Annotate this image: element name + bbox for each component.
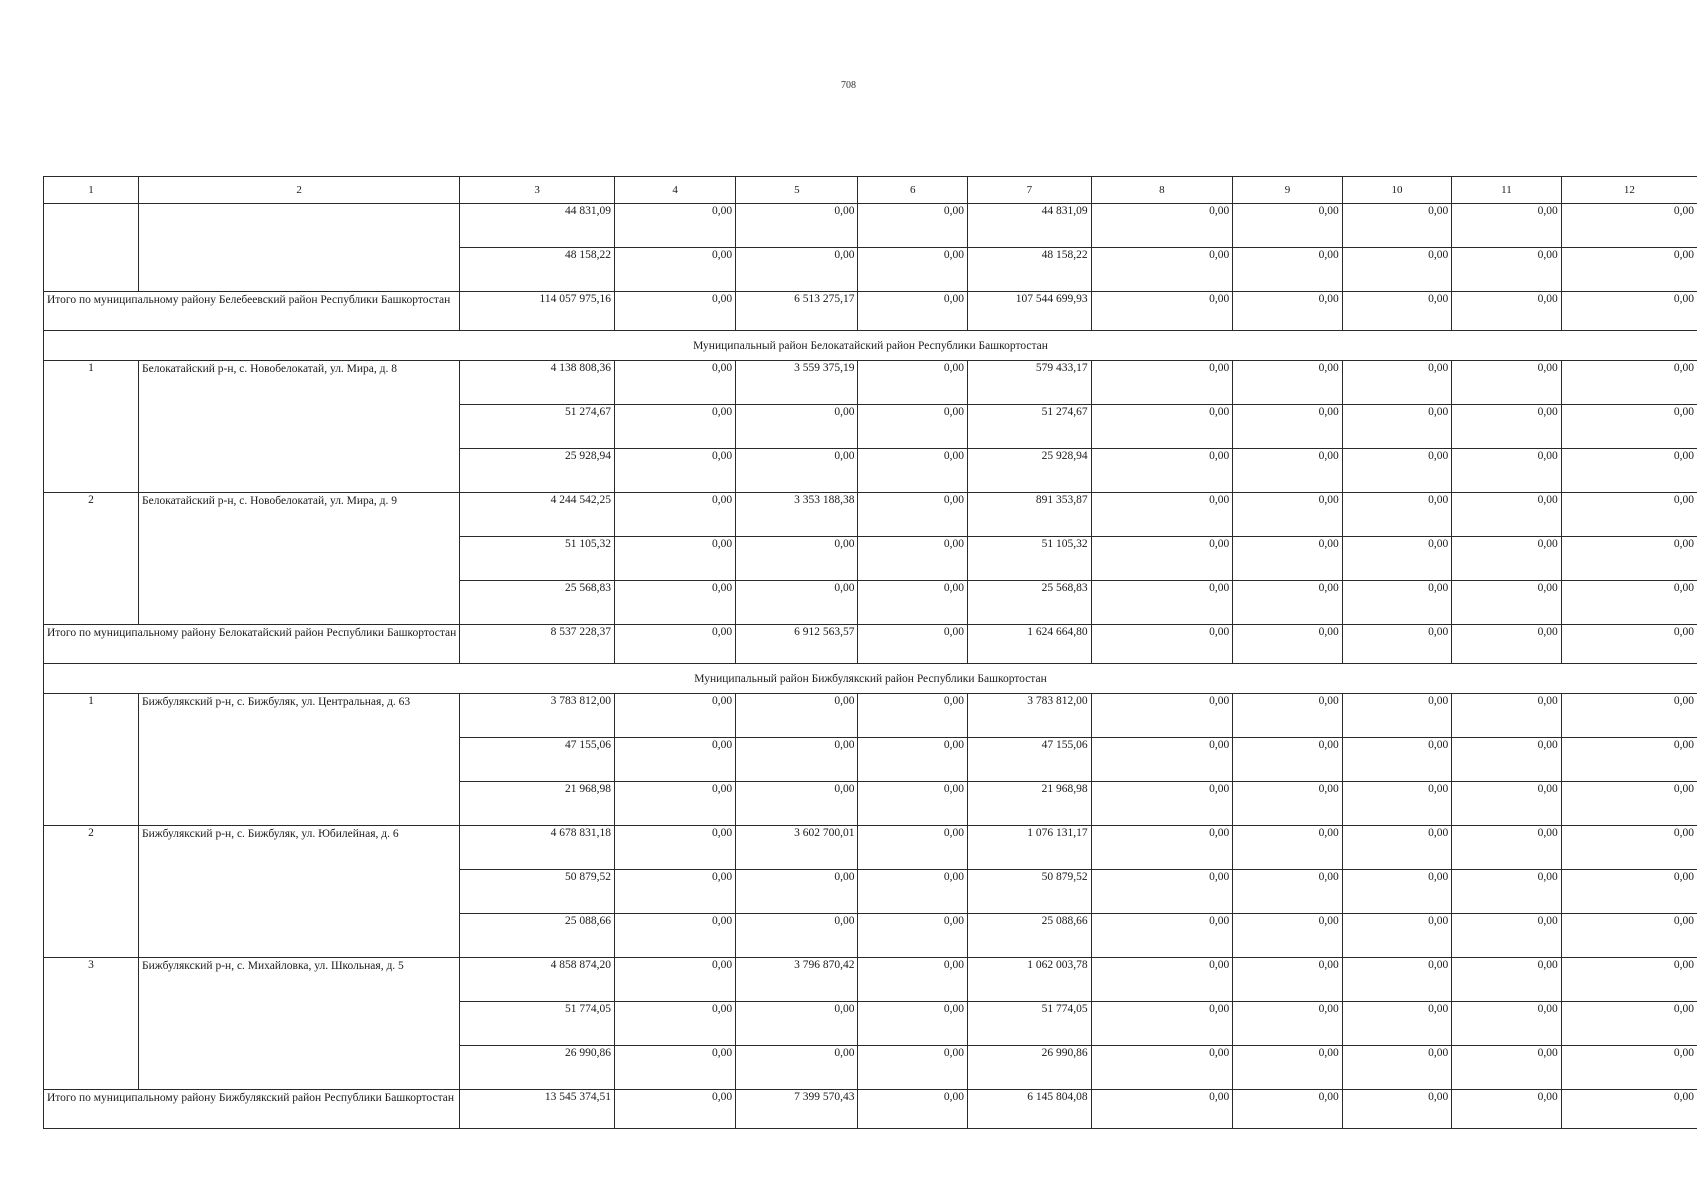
value-cell: 0,00 [615, 537, 736, 581]
value-cell: 0,00 [1452, 361, 1562, 405]
value-cell: 0,00 [1561, 581, 1697, 625]
value-cell: 0,00 [1561, 694, 1697, 738]
column-number: 3 [460, 177, 615, 204]
value-cell: 0,00 [615, 870, 736, 914]
value-cell: 0,00 [1561, 1046, 1697, 1090]
value-cell: 0,00 [858, 493, 968, 537]
value-cell: 0,00 [1342, 625, 1452, 664]
value-cell: 0,00 [736, 782, 858, 826]
value-cell: 4 244 542,25 [460, 493, 615, 537]
value-cell: 0,00 [1561, 1002, 1697, 1046]
column-number: 12 [1561, 177, 1697, 204]
value-cell: 3 559 375,19 [736, 361, 858, 405]
value-cell: 51 774,05 [968, 1002, 1092, 1046]
page-number: 708 [841, 80, 856, 91]
value-cell: 0,00 [858, 738, 968, 782]
value-cell: 0,00 [1561, 361, 1697, 405]
district-total-label: Итого по муниципальному району Белокатайский район Республики Башкортостан [44, 625, 460, 664]
value-cell: 0,00 [1091, 361, 1233, 405]
value-cell: 3 353 188,38 [736, 493, 858, 537]
value-cell: 579 433,17 [968, 361, 1092, 405]
value-cell: 107 544 699,93 [968, 292, 1092, 331]
value-cell: 0,00 [736, 870, 858, 914]
value-cell: 0,00 [858, 361, 968, 405]
value-cell: 4 138 808,36 [460, 361, 615, 405]
value-cell: 0,00 [615, 361, 736, 405]
value-cell: 0,00 [1342, 1002, 1452, 1046]
value-cell: 21 968,98 [968, 782, 1092, 826]
value-cell: 51 274,67 [968, 405, 1092, 449]
value-cell: 6 145 804,08 [968, 1090, 1092, 1129]
value-cell: 0,00 [615, 292, 736, 331]
value-cell: 51 274,67 [460, 405, 615, 449]
value-cell: 0,00 [1452, 493, 1562, 537]
value-cell: 0,00 [1452, 248, 1562, 292]
value-cell: 44 831,09 [968, 204, 1092, 248]
value-cell: 0,00 [858, 782, 968, 826]
value-cell: 0,00 [1452, 782, 1562, 826]
value-cell: 0,00 [1452, 537, 1562, 581]
value-cell: 0,00 [1233, 870, 1343, 914]
value-cell: 0,00 [1233, 292, 1343, 331]
value-cell: 0,00 [1091, 537, 1233, 581]
value-cell: 0,00 [1561, 537, 1697, 581]
value-cell: 0,00 [1561, 248, 1697, 292]
value-cell: 0,00 [1091, 1046, 1233, 1090]
value-cell: 0,00 [1233, 1090, 1343, 1129]
district-total-row [44, 292, 1697, 331]
value-cell: 0,00 [736, 738, 858, 782]
value-cell: 0,00 [858, 870, 968, 914]
value-cell: 0,00 [858, 958, 968, 1002]
value-cell: 26 990,86 [968, 1046, 1092, 1090]
value-cell: 25 928,94 [460, 449, 615, 493]
district-sections [44, 331, 1697, 1129]
value-cell: 0,00 [615, 694, 736, 738]
value-cell: 0,00 [615, 405, 736, 449]
value-cell: 0,00 [1233, 537, 1343, 581]
value-cell: 0,00 [615, 204, 736, 248]
value-cell: 0,00 [858, 826, 968, 870]
value-cell: 0,00 [1233, 449, 1343, 493]
value-cell: 0,00 [1233, 405, 1343, 449]
column-number: 6 [858, 177, 968, 204]
value-cell: 0,00 [615, 1090, 736, 1129]
value-cell: 0,00 [1452, 694, 1562, 738]
value-cell: 0,00 [1342, 493, 1452, 537]
value-cell: 0,00 [858, 248, 968, 292]
value-cell: 3 602 700,01 [736, 826, 858, 870]
value-cell: 0,00 [1452, 625, 1562, 664]
column-number: 4 [615, 177, 736, 204]
value-cell: 0,00 [1233, 1046, 1343, 1090]
value-cell: 0,00 [1091, 292, 1233, 331]
section-title-row [44, 664, 1697, 694]
value-cell: 0,00 [1452, 914, 1562, 958]
table-row [44, 826, 1697, 870]
value-cell: 0,00 [1342, 1090, 1452, 1129]
value-cell: 0,00 [858, 1002, 968, 1046]
value-cell: 0,00 [1091, 870, 1233, 914]
value-cell: 0,00 [1452, 581, 1562, 625]
value-cell: 0,00 [858, 914, 968, 958]
value-cell: 0,00 [1342, 537, 1452, 581]
value-cell: 0,00 [615, 625, 736, 664]
value-cell: 3 783 812,00 [460, 694, 615, 738]
column-number: 11 [1452, 177, 1562, 204]
value-cell: 0,00 [736, 1002, 858, 1046]
value-cell: 0,00 [1091, 958, 1233, 1002]
value-cell: 0,00 [1452, 292, 1562, 331]
object-address: Бижбулякский р-н, с. Бижбуляк, ул. Юбилейная, д. 6 [139, 826, 460, 958]
value-cell: 0,00 [1452, 738, 1562, 782]
object-index: 1 [44, 361, 139, 493]
value-cell: 0,00 [1342, 361, 1452, 405]
column-number: 1 [44, 177, 139, 204]
value-cell: 25 088,66 [460, 914, 615, 958]
value-cell: 0,00 [1233, 694, 1343, 738]
value-cell: 48 158,22 [968, 248, 1092, 292]
value-cell: 0,00 [1452, 1002, 1562, 1046]
value-cell: 0,00 [1561, 958, 1697, 1002]
value-cell: 0,00 [615, 493, 736, 537]
value-cell: 0,00 [858, 1046, 968, 1090]
value-cell: 6 912 563,57 [736, 625, 858, 664]
value-cell: 0,00 [1342, 204, 1452, 248]
value-cell: 0,00 [1452, 1090, 1562, 1129]
value-cell: 0,00 [1091, 1002, 1233, 1046]
value-cell: 0,00 [736, 537, 858, 581]
value-cell: 0,00 [1091, 204, 1233, 248]
value-cell: 0,00 [858, 204, 968, 248]
value-cell: 0,00 [1452, 826, 1562, 870]
value-cell: 0,00 [736, 248, 858, 292]
column-number: 5 [736, 177, 858, 204]
value-cell: 0,00 [858, 449, 968, 493]
value-cell: 0,00 [1342, 1046, 1452, 1090]
value-cell: 0,00 [1561, 625, 1697, 664]
value-cell: 0,00 [1233, 625, 1343, 664]
value-cell: 0,00 [615, 581, 736, 625]
table-row [44, 493, 1697, 537]
table-row [44, 694, 1697, 738]
value-cell: 0,00 [1091, 738, 1233, 782]
object-index: 2 [44, 826, 139, 958]
value-cell: 0,00 [858, 694, 968, 738]
value-cell: 0,00 [858, 1090, 968, 1129]
value-cell: 4 678 831,18 [460, 826, 615, 870]
value-cell: 0,00 [1091, 581, 1233, 625]
object-address: Бижбулякский р-н, с. Михайловка, ул. Школьная, д. 5 [139, 958, 460, 1090]
value-cell: 0,00 [1233, 958, 1343, 1002]
value-cell: 0,00 [1561, 738, 1697, 782]
value-cell: 0,00 [1233, 493, 1343, 537]
value-cell: 0,00 [1233, 738, 1343, 782]
value-cell: 0,00 [615, 782, 736, 826]
district-total-row [44, 625, 1697, 664]
value-cell: 0,00 [858, 405, 968, 449]
value-cell: 0,00 [1561, 204, 1697, 248]
value-cell: 3 783 812,00 [968, 694, 1092, 738]
column-number: 9 [1233, 177, 1343, 204]
value-cell: 0,00 [1452, 204, 1562, 248]
table-row [44, 958, 1697, 1002]
value-cell: 0,00 [1342, 826, 1452, 870]
value-cell: 0,00 [1342, 738, 1452, 782]
value-cell: 891 353,87 [968, 493, 1092, 537]
value-cell: 0,00 [736, 1046, 858, 1090]
value-cell: 0,00 [736, 405, 858, 449]
value-cell: 3 796 870,42 [736, 958, 858, 1002]
value-cell: 0,00 [1233, 204, 1343, 248]
value-cell: 26 990,86 [460, 1046, 615, 1090]
value-cell: 0,00 [1342, 449, 1452, 493]
value-cell: 0,00 [1091, 248, 1233, 292]
value-cell: 0,00 [615, 826, 736, 870]
value-cell: 4 858 874,20 [460, 958, 615, 1002]
value-cell: 48 158,22 [460, 248, 615, 292]
value-cell: 0,00 [1233, 581, 1343, 625]
object-index: 2 [44, 493, 139, 625]
value-cell: 0,00 [1561, 405, 1697, 449]
value-cell: 0,00 [615, 1002, 736, 1046]
section-title-row [44, 331, 1697, 361]
address-cell [139, 204, 460, 292]
value-cell: 0,00 [1091, 914, 1233, 958]
column-number: 2 [139, 177, 460, 204]
value-cell: 0,00 [858, 625, 968, 664]
object-address: Белокатайский р-н, с. Новобелокатай, ул. Мира, д. 9 [139, 493, 460, 625]
object-index: 3 [44, 958, 139, 1090]
value-cell: 51 105,32 [460, 537, 615, 581]
column-number: 10 [1342, 177, 1452, 204]
value-cell: 0,00 [615, 248, 736, 292]
value-cell: 0,00 [1452, 449, 1562, 493]
district-total-label: Итого по муниципальному району Бижбулякский район Республики Башкортостан [44, 1090, 460, 1129]
value-cell: 0,00 [1342, 694, 1452, 738]
district-total-label: Итого по муниципальному району Белебеевский район Республики Башкортостан [44, 292, 460, 331]
object-index: 1 [44, 694, 139, 826]
value-cell: 0,00 [1342, 581, 1452, 625]
value-cell: 47 155,06 [968, 738, 1092, 782]
value-cell: 0,00 [1561, 826, 1697, 870]
value-cell: 0,00 [736, 204, 858, 248]
value-cell: 7 399 570,43 [736, 1090, 858, 1129]
value-cell: 0,00 [1342, 914, 1452, 958]
value-cell: 0,00 [736, 449, 858, 493]
value-cell: 0,00 [615, 1046, 736, 1090]
value-cell: 0,00 [1561, 870, 1697, 914]
value-cell: 25 088,66 [968, 914, 1092, 958]
value-cell: 0,00 [1561, 914, 1697, 958]
value-cell: 0,00 [1233, 1002, 1343, 1046]
section-title: Муниципальный район Белокатайский район Республики Башкортостан [44, 331, 1697, 361]
value-cell: 44 831,09 [460, 204, 615, 248]
budget-table [43, 176, 1697, 1129]
value-cell: 0,00 [1091, 826, 1233, 870]
column-number: 7 [968, 177, 1092, 204]
value-cell: 0,00 [1342, 405, 1452, 449]
value-cell: 0,00 [615, 738, 736, 782]
value-cell: 0,00 [1561, 493, 1697, 537]
value-cell: 0,00 [736, 914, 858, 958]
value-cell: 0,00 [858, 537, 968, 581]
value-cell: 0,00 [1342, 958, 1452, 1002]
value-cell: 0,00 [1342, 248, 1452, 292]
value-cell: 0,00 [1452, 405, 1562, 449]
value-cell: 8 537 228,37 [460, 625, 615, 664]
value-cell: 0,00 [1342, 782, 1452, 826]
value-cell: 25 928,94 [968, 449, 1092, 493]
value-cell: 0,00 [1233, 248, 1343, 292]
value-cell: 51 774,05 [460, 1002, 615, 1046]
value-cell: 0,00 [1233, 361, 1343, 405]
value-cell: 0,00 [1233, 782, 1343, 826]
value-cell: 114 057 975,16 [460, 292, 615, 331]
value-cell: 0,00 [1091, 1090, 1233, 1129]
value-cell: 0,00 [1091, 782, 1233, 826]
district-total-row [44, 1090, 1697, 1129]
value-cell: 0,00 [1342, 292, 1452, 331]
value-cell: 1 624 664,80 [968, 625, 1092, 664]
section-title: Муниципальный район Бижбулякский район Республики Башкортостан [44, 664, 1697, 694]
object-address: Белокатайский р-н, с. Новобелокатай, ул. Мира, д. 8 [139, 361, 460, 493]
value-cell: 0,00 [1091, 405, 1233, 449]
value-cell: 0,00 [1452, 1046, 1562, 1090]
value-cell: 13 545 374,51 [460, 1090, 615, 1129]
value-cell: 51 105,32 [968, 537, 1092, 581]
value-cell: 0,00 [615, 449, 736, 493]
index-cell [44, 204, 139, 292]
value-cell: 0,00 [858, 581, 968, 625]
value-cell: 0,00 [1091, 625, 1233, 664]
value-cell: 0,00 [1091, 694, 1233, 738]
value-cell: 0,00 [1561, 292, 1697, 331]
value-cell: 25 568,83 [460, 581, 615, 625]
value-cell: 1 076 131,17 [968, 826, 1092, 870]
value-cell: 0,00 [1561, 1090, 1697, 1129]
value-cell: 47 155,06 [460, 738, 615, 782]
column-number: 8 [1091, 177, 1233, 204]
value-cell: 0,00 [1452, 958, 1562, 1002]
value-cell: 50 879,52 [460, 870, 615, 914]
object-address: Бижбулякский р-н, с. Бижбуляк, ул. Центральная, д. 63 [139, 694, 460, 826]
value-cell: 0,00 [736, 694, 858, 738]
value-cell: 1 062 003,78 [968, 958, 1092, 1002]
table-row [44, 204, 1697, 248]
value-cell: 50 879,52 [968, 870, 1092, 914]
value-cell: 25 568,83 [968, 581, 1092, 625]
value-cell: 0,00 [1561, 782, 1697, 826]
value-cell: 0,00 [1452, 870, 1562, 914]
column-number-row [44, 177, 1697, 204]
value-cell: 0,00 [1233, 914, 1343, 958]
value-cell: 0,00 [858, 292, 968, 331]
value-cell: 0,00 [615, 914, 736, 958]
value-cell: 0,00 [1342, 870, 1452, 914]
value-cell: 0,00 [1091, 449, 1233, 493]
value-cell: 0,00 [1091, 493, 1233, 537]
value-cell: 0,00 [1233, 826, 1343, 870]
value-cell: 0,00 [736, 581, 858, 625]
value-cell: 21 968,98 [460, 782, 615, 826]
value-cell: 0,00 [615, 958, 736, 1002]
table-row [44, 361, 1697, 405]
value-cell: 0,00 [1561, 449, 1697, 493]
value-cell: 6 513 275,17 [736, 292, 858, 331]
